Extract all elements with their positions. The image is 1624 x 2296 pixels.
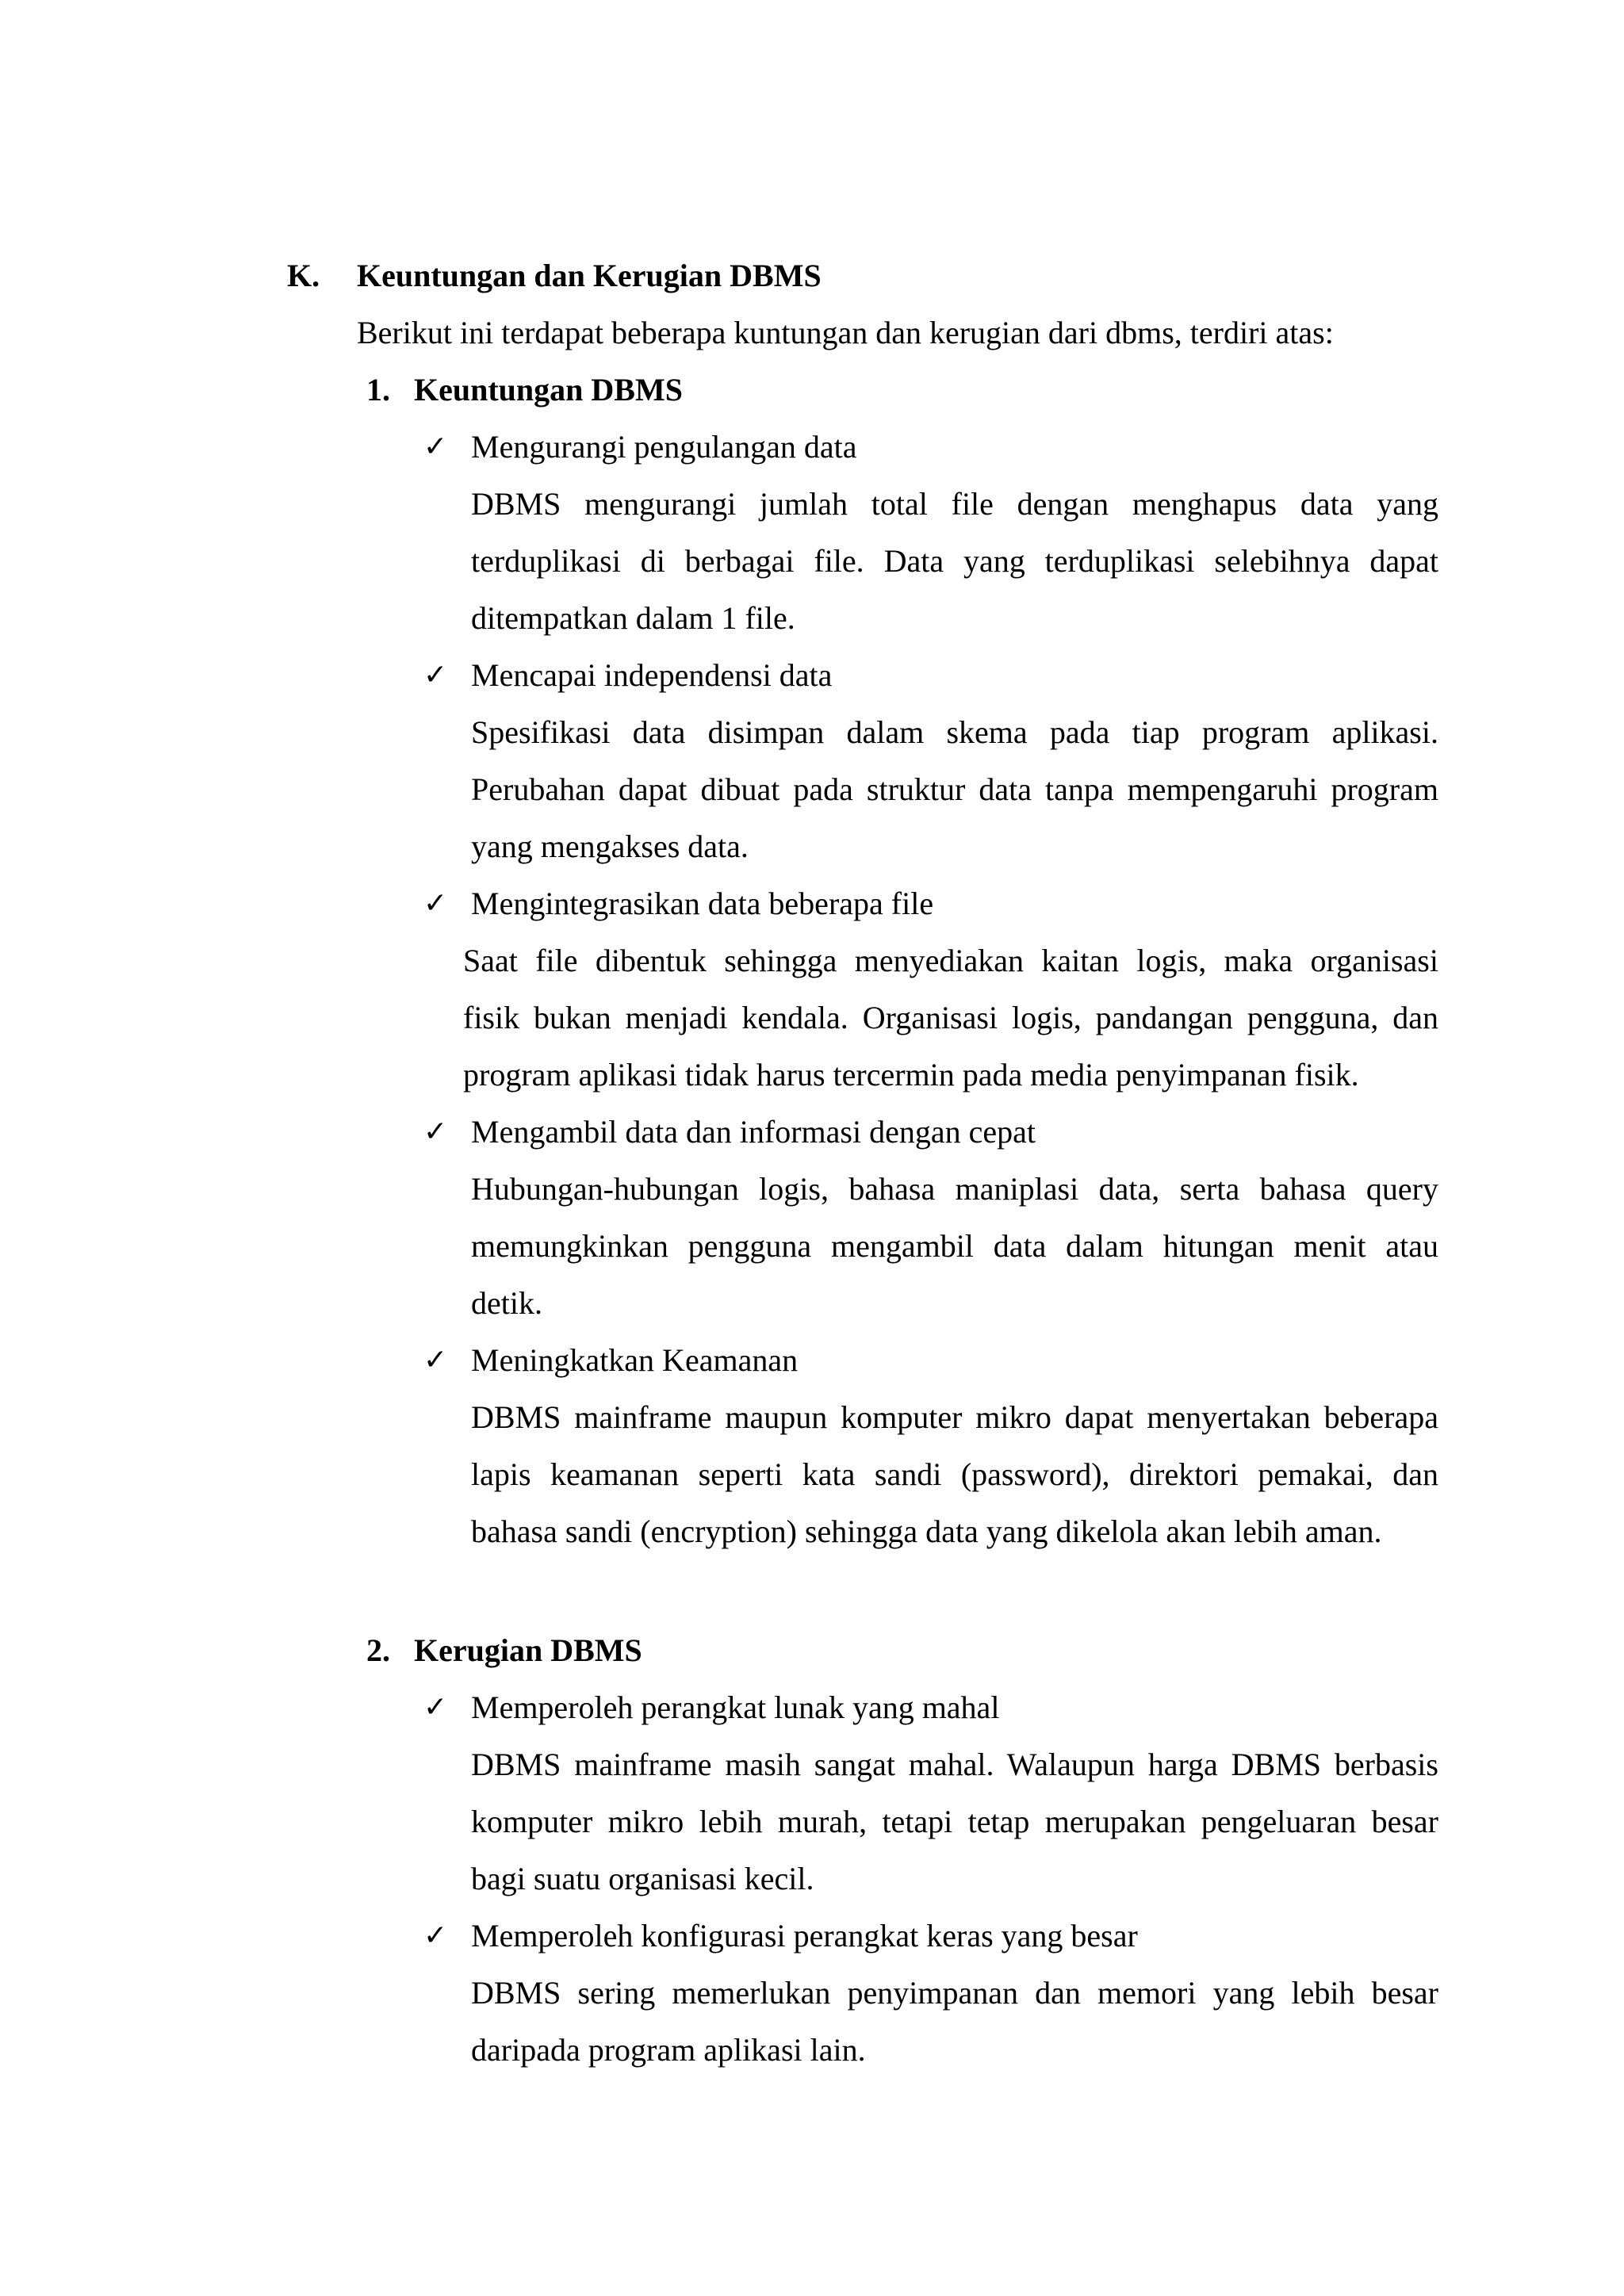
advantage-title: Mengurangi pengulangan data	[471, 429, 857, 465]
advantage-text-line: Saat file dibentuk sehingga menyediakan kaitan logis, maka organisasi	[463, 943, 1438, 978]
advantage-text-line: fisik bukan menjadi kendala. Organisasi logis, pandangan pengguna, dan	[463, 1000, 1438, 1035]
advantages-number: 1.	[366, 372, 390, 408]
advantage-text-line: memungkinkan pengguna mengambil data dalam hitungan menit atau	[471, 1228, 1438, 1264]
advantage-text-line: Hubungan-hubungan logis, bahasa maniplasi data, serta bahasa query	[471, 1171, 1438, 1207]
check-icon: ✓	[423, 1919, 448, 1952]
check-icon: ✓	[423, 1115, 448, 1148]
check-icon: ✓	[423, 659, 448, 691]
advantage-text-line: Spesifikasi data disimpan dalam skema pada tiap program aplikasi.	[471, 714, 1438, 750]
advantage-text-line: detik.	[471, 1285, 542, 1321]
advantage-text-line: ditempatkan dalam 1 file.	[471, 600, 795, 636]
advantage-text-line: DBMS mainframe maupun komputer mikro dapat menyertakan beberapa	[471, 1399, 1438, 1435]
section-letter: K.	[287, 258, 320, 293]
advantage-text-line: DBMS mengurangi jumlah total file dengan menghapus data yang	[471, 486, 1438, 522]
disadvantages-number: 2.	[366, 1632, 390, 1668]
disadvantage-text-line: bagi suatu organisasi kecil.	[471, 1861, 814, 1896]
advantage-title: Meningkatkan Keamanan	[471, 1342, 799, 1378]
advantage-text-line: program aplikasi tidak harus tercermin pada media penyimpanan fisik.	[463, 1057, 1359, 1093]
disadvantage-text-line: DBMS sering memerlukan penyimpanan dan memori yang lebih besar	[471, 1975, 1438, 2011]
advantage-text-line: terduplikasi di berbagai file. Data yang terduplikasi selebihnya dapat	[471, 543, 1438, 579]
check-icon: ✓	[423, 430, 448, 463]
check-icon: ✓	[423, 887, 448, 920]
section-intro: Berikut ini terdapat beberapa kuntungan dan kerugian dari dbms, terdiri atas:	[357, 315, 1334, 350]
check-icon: ✓	[423, 1344, 448, 1376]
advantages-heading: Keuntungan DBMS	[414, 372, 683, 408]
advantage-text-line: Perubahan dapat dibuat pada struktur data tanpa mempengaruhi program	[471, 771, 1438, 807]
advantage-text-line: lapis keamanan seperti kata sandi (password), direktori pemakai, dan	[471, 1456, 1438, 1492]
disadvantage-title: Memperoleh perangkat lunak yang mahal	[471, 1689, 1000, 1725]
disadvantage-text-line: daripada program aplikasi lain.	[471, 2032, 866, 2068]
advantage-title: Mencapai independensi data	[471, 657, 833, 693]
advantage-title: Mengintegrasikan data beberapa file	[471, 886, 934, 921]
advantage-text-line: yang mengakses data.	[471, 828, 749, 864]
disadvantages-heading: Kerugian DBMS	[414, 1632, 642, 1668]
advantage-text-line: bahasa sandi (encryption) sehingga data yang dikelola akan lebih aman.	[471, 1513, 1382, 1549]
disadvantage-text-line: DBMS mainframe masih sangat mahal. Walaupun harga DBMS berbasis	[471, 1747, 1438, 1782]
advantage-title: Mengambil data dan informasi dengan cepat	[471, 1114, 1036, 1150]
check-icon: ✓	[423, 1691, 448, 1724]
section-title: Keuntungan dan Kerugian DBMS	[357, 258, 822, 293]
disadvantage-title: Memperoleh konfigurasi perangkat keras yang besar	[471, 1918, 1138, 1954]
disadvantage-text-line: komputer mikro lebih murah, tetapi tetap merupakan pengeluaran besar	[471, 1804, 1438, 1839]
